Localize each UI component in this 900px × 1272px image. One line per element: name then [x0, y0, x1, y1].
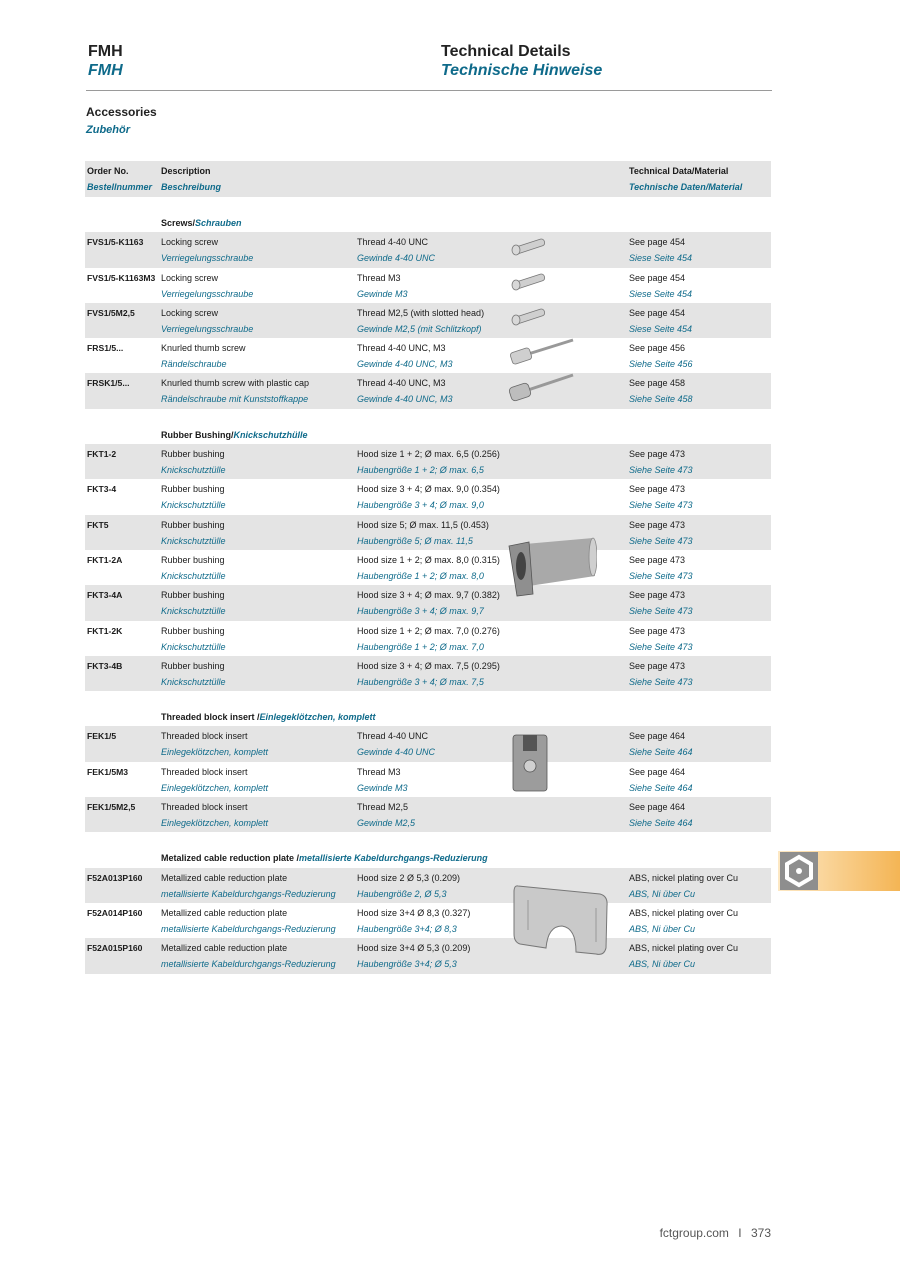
tech-data: See page 473: [629, 625, 686, 636]
order-number: FKT5: [87, 519, 109, 530]
table-row: [85, 515, 771, 550]
order-number: FEK1/5: [87, 731, 117, 742]
description: Locking screw: [161, 237, 219, 248]
spec-de: Gewinde 4-40 UNC, M3: [357, 394, 453, 405]
spec-de: Haubengröße 3+4; Ø 8,3: [357, 923, 457, 934]
order-number: FKT3-4: [87, 484, 117, 495]
tech-data-de: Siese Seite 454: [629, 253, 693, 264]
tech-data-de: Siehe Seite 464: [629, 782, 693, 793]
knurled-thumb-screw-icon: [510, 340, 573, 365]
group-heading: [85, 409, 771, 444]
spec-de: Haubengröße 3 + 4; Ø max. 7,5: [357, 676, 484, 687]
group-title-en: Rubber Bushing/: [161, 429, 234, 440]
tech-data: See page 473: [629, 554, 686, 565]
order-number: F52A013P160: [87, 872, 143, 883]
description: Rubber bushing: [161, 590, 225, 601]
description-de: Einlegeklötzchen, komplett: [161, 782, 269, 793]
order-number: FKT3-4A: [87, 590, 123, 601]
group-title-de: Schrauben: [195, 218, 242, 228]
knurled-thumb-screw-cap-icon: [508, 375, 573, 402]
order-number: FEK1/5M3: [87, 766, 129, 777]
spec: Hood size 3+4 Ø 5,3 (0.209): [357, 943, 471, 954]
table-row: [85, 938, 771, 973]
tech-data-de: Siehe Seite 473: [629, 535, 693, 546]
order-number: FRS1/5...: [87, 343, 124, 354]
col-order-de: Bestellnummer: [87, 182, 153, 192]
page-title: Technical Details: [441, 43, 571, 60]
order-number: FKT1-2A: [87, 554, 123, 565]
spec: Thread M3: [357, 766, 401, 777]
description-de: Knickschutztülle: [161, 676, 226, 687]
order-number: FKT1-2: [87, 449, 117, 460]
spec: Hood size 3 + 4; Ø max. 7,5 (0.295): [357, 660, 500, 671]
group-heading: [85, 691, 771, 726]
spec: Thread M2,5: [357, 802, 409, 813]
tech-data: See page 473: [629, 590, 686, 601]
tech-data-de: Siehe Seite 458: [629, 394, 693, 405]
table-row: [85, 762, 771, 797]
order-number: FVS1/5M2,5: [87, 307, 135, 318]
tech-data: See page 473: [629, 519, 686, 530]
spec-de: Haubengröße 3+4; Ø 5,3: [357, 959, 457, 970]
description: Threaded block insert: [161, 802, 248, 813]
table-row: [85, 373, 771, 408]
product-title: FMH: [88, 43, 123, 60]
section-subtitle: Zubehör: [86, 124, 130, 136]
spec-de: Gewinde 4-40 UNC, M3: [357, 359, 453, 370]
connector-hex-icon: [780, 852, 818, 890]
col-tech-de: Technische Daten/Material: [629, 182, 743, 192]
tech-data: See page 456: [629, 343, 686, 354]
description: Metallized cable reduction plate: [161, 872, 288, 883]
table-row: [85, 550, 771, 585]
spec: Hood size 3+4 Ø 8,3 (0.327): [357, 907, 471, 918]
spec: Hood size 1 + 2; Ø max. 7,0 (0.276): [357, 625, 500, 636]
group-title-en: Metalized cable reduction plate /: [161, 853, 300, 864]
description: Metallized cable reduction plate: [161, 907, 288, 918]
description-de: metallisierte Kabeldurchgangs-Reduzierung: [161, 959, 336, 970]
tech-data-de: Siehe Seite 473: [629, 676, 693, 687]
order-number: F52A014P160: [87, 907, 143, 918]
description: Rubber bushing: [161, 554, 225, 565]
tech-data: See page 464: [629, 766, 686, 777]
tech-data-de: Siehe Seite 456: [629, 359, 693, 370]
spec-de: Gewinde 4-40 UNC: [357, 747, 436, 758]
slotted-screw-icon: [512, 308, 545, 325]
group-title-de: metallisierte Kabeldurchgangs-Reduzierung: [299, 853, 488, 864]
spec-de: Haubengröße 5; Ø max. 11,5: [357, 535, 473, 546]
tech-data: See page 454: [629, 307, 686, 318]
tech-data-de: Siehe Seite 473: [629, 500, 693, 511]
table-row: [85, 903, 771, 938]
tech-data: ABS, nickel plating over Cu: [629, 907, 739, 918]
tech-data: See page 454: [629, 272, 686, 283]
spec-de: Gewinde 4-40 UNC: [357, 253, 436, 264]
tech-data-de: ABS, Ni über Cu: [629, 888, 696, 899]
tech-data: See page 458: [629, 378, 686, 389]
description-de: metallisierte Kabeldurchgangs-Reduzierung: [161, 923, 336, 934]
spec-de: Haubengröße 1 + 2; Ø max. 6,5: [357, 465, 484, 476]
tech-data-de: ABS, Ni über Cu: [629, 923, 696, 934]
rubber-bushing-icon: [507, 536, 597, 598]
page-number: 373: [750, 1226, 771, 1240]
spec: Thread 4-40 UNC: [357, 237, 429, 248]
tech-data: See page 454: [629, 237, 686, 248]
section-heading: [86, 104, 157, 140]
description-de: Knickschutztülle: [161, 641, 226, 652]
description-de: Knickschutztülle: [161, 606, 226, 617]
spec: Thread M3: [357, 272, 401, 283]
tech-data-de: Siese Seite 454: [629, 288, 693, 299]
tech-data-de: Siehe Seite 473: [629, 606, 693, 617]
table-header: [85, 161, 771, 197]
tech-data-de: Siehe Seite 464: [629, 818, 693, 829]
description: Rubber bushing: [161, 625, 225, 636]
header-left: [88, 42, 123, 80]
thumb-screw-images: [505, 335, 577, 415]
order-number: FEK1/5M2,5: [87, 802, 136, 813]
table-body: [85, 197, 771, 974]
description-de: Einlegeklötzchen, komplett: [161, 747, 269, 758]
col-description: Description: [161, 166, 211, 176]
table-row: [85, 268, 771, 303]
locking-screw-m3-icon: [512, 273, 545, 290]
page-footer: [660, 1226, 771, 1240]
description: Threaded block insert: [161, 731, 248, 742]
order-number: FVS1/5-K1163M3: [87, 272, 156, 283]
spec: Thread 4-40 UNC, M3: [357, 378, 446, 389]
description-de: Einlegeklötzchen, komplett: [161, 818, 269, 829]
spec-de: Haubengröße 1 + 2; Ø max. 8,0: [357, 570, 484, 581]
group-title: [161, 852, 488, 864]
description-de: Rändelschraube: [161, 359, 227, 370]
order-number: FKT1-2K: [87, 625, 123, 636]
spec: Hood size 3 + 4; Ø max. 9,7 (0.382): [357, 590, 500, 601]
col-tech: Technical Data/Material: [629, 166, 729, 176]
description: Locking screw: [161, 307, 219, 318]
footer-separator: I: [738, 1226, 742, 1240]
order-number: F52A015P160: [87, 943, 143, 954]
tech-data-de: Siehe Seite 473: [629, 641, 693, 652]
spec: Hood size 1 + 2; Ø max. 6,5 (0.256): [357, 449, 500, 460]
table-row: [85, 479, 771, 514]
spec-de: Haubengröße 2, Ø 5,3: [357, 888, 447, 899]
spec-de: Gewinde M3: [357, 288, 408, 299]
group-title-de: Einlegeklötzchen, komplett: [259, 712, 376, 723]
group-heading: [85, 832, 771, 867]
spec: Hood size 5; Ø max. 11,5 (0.453): [357, 519, 489, 530]
order-number: FKT3-4B: [87, 660, 123, 671]
group-title-de: Knickschutzhülle: [233, 429, 308, 440]
page-subtitle: Technische Hinweise: [441, 62, 603, 79]
tech-data-de: ABS, Ni über Cu: [629, 959, 696, 970]
spec-de: Haubengröße 3 + 4; Ø max. 9,0: [357, 500, 484, 511]
tech-data-de: Siese Seite 454: [629, 323, 693, 334]
tech-data: ABS, nickel plating over Cu: [629, 943, 739, 954]
table-row: [85, 797, 771, 832]
section-title: Accessories: [86, 105, 157, 119]
table-row: [85, 868, 771, 903]
table-row: [85, 726, 771, 761]
spec: Thread M2,5 (with slotted head): [357, 307, 485, 318]
table-row: [85, 232, 771, 267]
description: Knurled thumb screw: [161, 343, 246, 354]
tech-data: See page 464: [629, 802, 686, 813]
group-heading: [85, 197, 771, 232]
spec: Thread 4-40 UNC: [357, 731, 429, 742]
spec-de: Haubengröße 3 + 4; Ø max. 9,7: [357, 606, 484, 617]
group-title: [161, 711, 376, 723]
col-order: Order No.: [87, 166, 129, 176]
group-title: [161, 217, 242, 229]
tech-data: See page 473: [629, 449, 686, 460]
description-de: Knickschutztülle: [161, 535, 226, 546]
group-title-en: Threaded block insert /: [161, 712, 260, 723]
group-title: [161, 429, 308, 441]
threaded-block-icon: [510, 732, 550, 794]
group-title-en: Screws/: [161, 218, 196, 228]
description-de: Knickschutztülle: [161, 500, 226, 511]
description: Knurled thumb screw with plastic cap: [161, 378, 310, 389]
locking-screw-icon: [512, 238, 545, 255]
tech-data-de: Siehe Seite 473: [629, 570, 693, 581]
spec-de: Gewinde M2,5 (mit Schlitzkopf): [357, 323, 482, 334]
table-row: [85, 338, 771, 373]
spec-de: Gewinde M3: [357, 782, 408, 793]
description-de: Verriegelungsschraube: [161, 323, 254, 334]
footer-site: fctgroup.com: [659, 1226, 729, 1240]
description: Rubber bushing: [161, 660, 225, 671]
cable-reduction-plate-icon: [510, 878, 610, 960]
tech-data: See page 473: [629, 484, 686, 495]
description-de: Verriegelungsschraube: [161, 253, 254, 264]
description: Rubber bushing: [161, 449, 225, 460]
accessories-table: [85, 161, 771, 974]
spec: Thread 4-40 UNC, M3: [357, 343, 446, 354]
spec: Hood size 3 + 4; Ø max. 9,0 (0.354): [357, 484, 500, 495]
description-de: Knickschutztülle: [161, 465, 226, 476]
description: Rubber bushing: [161, 484, 225, 495]
description: Rubber bushing: [161, 519, 225, 530]
order-number: FVS1/5-K1163: [87, 237, 144, 248]
description-de: Rändelschraube mit Kunststoffkappe: [161, 394, 309, 405]
description-de: Verriegelungsschraube: [161, 288, 254, 299]
product-subtitle: FMH: [88, 62, 123, 79]
tech-data: ABS, nickel plating over Cu: [629, 872, 739, 883]
header-rule: [86, 90, 772, 91]
description: Threaded block insert: [161, 766, 248, 777]
spec: Hood size 1 + 2; Ø max. 8,0 (0.315): [357, 554, 500, 565]
header-right: [441, 42, 602, 80]
tech-data: See page 473: [629, 660, 686, 671]
table-row: [85, 303, 771, 338]
tech-data-de: Siehe Seite 464: [629, 747, 693, 758]
tech-data: See page 464: [629, 731, 686, 742]
table-row: [85, 585, 771, 620]
table-row: [85, 656, 771, 691]
spec: Hood size 2 Ø 5,3 (0.209): [357, 872, 461, 883]
col-description-de: Beschreibung: [161, 182, 222, 192]
table-row: [85, 444, 771, 479]
order-number: FRSK1/5...: [87, 378, 130, 389]
spec-de: Haubengröße 1 + 2; Ø max. 7,0: [357, 641, 484, 652]
description-de: Knickschutztülle: [161, 570, 226, 581]
description: Metallized cable reduction plate: [161, 943, 288, 954]
table-row: [85, 621, 771, 656]
tech-data-de: Siehe Seite 473: [629, 465, 693, 476]
spec-de: Gewinde M2,5: [357, 818, 416, 829]
description-de: metallisierte Kabeldurchgangs-Reduzierung: [161, 888, 336, 899]
description: Locking screw: [161, 272, 219, 283]
